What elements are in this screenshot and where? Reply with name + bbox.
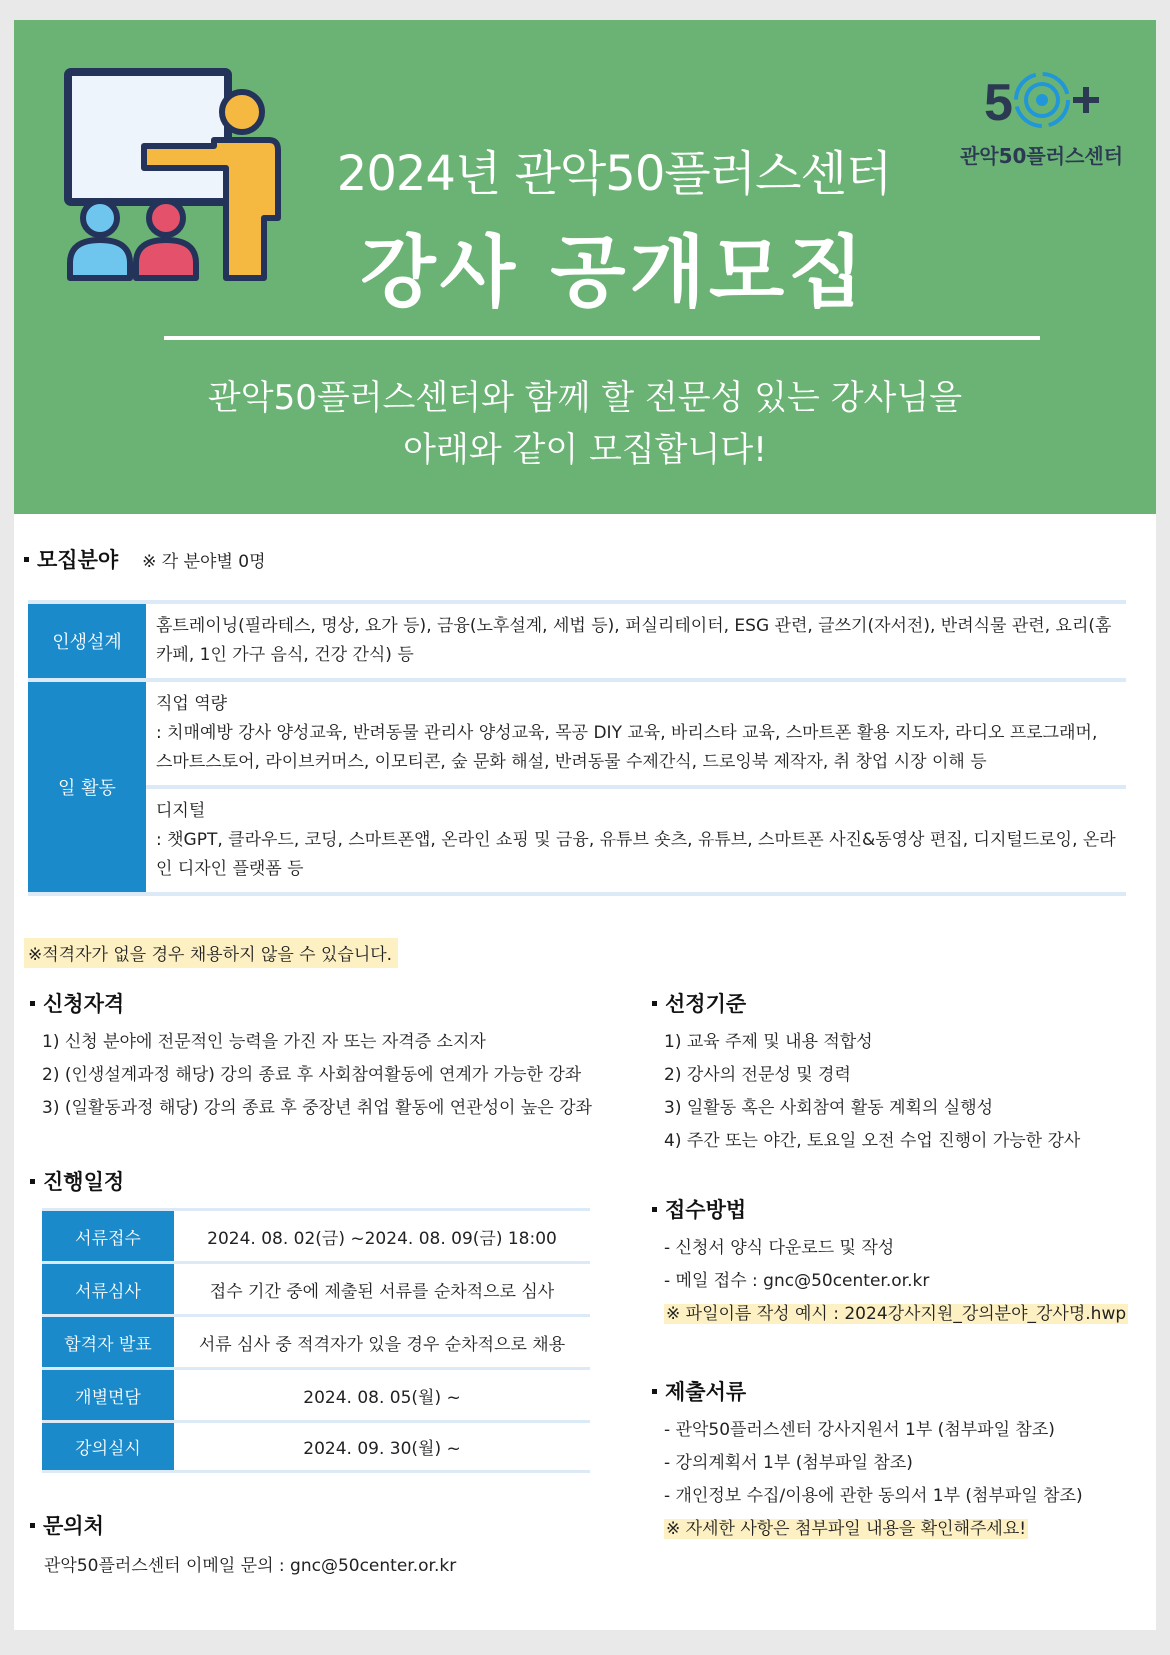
schedule-label: 개별면담 <box>42 1370 174 1420</box>
section-heading-schedule <box>30 1166 124 1196</box>
schedule-label: 서류심사 <box>42 1264 174 1314</box>
section-heading-recruit <box>24 544 266 574</box>
field-cell <box>146 682 1126 789</box>
bullet-square <box>24 557 29 562</box>
list-item: - 신청서 양식 다운로드 및 작성 <box>664 1238 895 1258</box>
section-heading-apply <box>652 1194 746 1224</box>
schedule-row <box>42 1420 590 1473</box>
heading-text: 제출서류 <box>665 1380 747 1404</box>
page-title: 강사 공개모집 <box>360 228 868 318</box>
heading-text: 신청자격 <box>43 992 125 1016</box>
highlight-note: ※ 자세한 사항은 첨부파일 내용을 확인해주세요! <box>666 1519 1027 1539</box>
schedule-value: 2024. 08. 05(월) ~ <box>303 1387 461 1408</box>
recruit-note: ※ 각 분야별 0명 <box>142 552 266 572</box>
intro-text <box>114 372 1056 476</box>
bullet-square <box>652 1001 657 1006</box>
field-row <box>28 678 1126 896</box>
contact-text: 관악50플러스센터 이메일 문의 : gnc@50center.or.kr <box>44 1556 457 1576</box>
list-item: - 관악50플러스센터 강사지원서 1부 (첨부파일 참조) <box>664 1420 1055 1440</box>
contact-info <box>44 1550 456 1583</box>
recruit-warning: ※적격자가 없을 경우 채용하지 않을 수 있습니다. <box>24 938 398 968</box>
section-heading-contact <box>30 1510 104 1540</box>
schedule-label: 강의실시 <box>42 1423 174 1470</box>
list-item: 3) (일활동과정 해당) 강의 종료 후 중장년 취업 활동에 연관성이 높은 강좌 <box>42 1098 592 1118</box>
apply-list <box>664 1232 1128 1331</box>
field-category: 인생설계 <box>28 604 146 682</box>
highlight-note: ※ 파일이름 작성 예시 : 2024강사지원_강의분야_강사명.hwp <box>666 1304 1127 1324</box>
apply-note <box>664 1298 1128 1331</box>
section-heading-criteria <box>652 988 746 1018</box>
intro-line: 관악50플러스센터와 함께 할 전문성 있는 강사님을 <box>207 378 963 418</box>
list-item: 3) 일활동 혹은 사회참여 활동 계획의 실행성 <box>664 1098 994 1118</box>
section-heading-documents <box>652 1376 746 1406</box>
field-cell: 홈트레이닝(필라테스, 명상, 요가 등), 금융(노후설계, 세법 등), 퍼실리테이터, ESG 관련, 글쓰기(자서전), 반려식물 관련, 요리(홈 카페, 1인 가구 음식, 건강 간식) 등 <box>146 604 1126 682</box>
recruitment-poster <box>14 20 1156 1630</box>
intro-line: 아래와 같이 모집합니다! <box>403 430 767 470</box>
field-category: 일 활동 <box>28 682 146 896</box>
schedule-label: 합격자 발표 <box>42 1317 174 1367</box>
field-cells <box>146 682 1126 896</box>
schedule-row <box>42 1208 590 1261</box>
schedule-table <box>42 1208 590 1473</box>
list-item: 4) 주간 또는 야간, 토요일 오전 수업 진행이 가능한 강사 <box>664 1131 1081 1151</box>
heading-text: 문의처 <box>43 1514 104 1538</box>
list-item: 2) 강사의 전문성 및 경력 <box>664 1065 851 1085</box>
documents-note <box>664 1513 1083 1546</box>
list-item: 1) 신청 분야에 전문적인 능력을 가진 자 또는 자격증 소지자 <box>42 1032 486 1052</box>
bullet-square <box>30 1179 35 1184</box>
list-item: - 개인정보 수집/이용에 관한 동의서 1부 (첨부파일 참조) <box>664 1486 1083 1506</box>
documents-list <box>664 1414 1083 1546</box>
field-cell-title: 디지털 <box>156 801 206 821</box>
header-banner <box>14 20 1156 514</box>
heading-text: 진행일정 <box>43 1170 125 1194</box>
heading-text: 접수방법 <box>665 1198 747 1222</box>
field-cell-text: : 치매예방 강사 양성교육, 반려동물 관리사 양성교육, 목공 DIY 교육, 바리스타 교육, 스마트폰 활용 지도자, 라디오 프로그래머, 스마트스토어, 라이브커머스, 이모티콘, 숲 문화 해설, 반려동물 수제간식, 드로잉북 제작자, 취 창업 시장 이해 등 <box>156 723 1098 772</box>
list-item: 2) (인생설계과정 해당) 강의 종료 후 사회참여활동에 연계가 가능한 강좌 <box>42 1065 582 1085</box>
field-cells <box>146 604 1126 682</box>
list-item: - 메일 접수 : gnc@50center.or.kr <box>664 1271 930 1291</box>
field-cell <box>146 789 1126 896</box>
svg-text:5: 5 <box>983 74 1013 132</box>
schedule-row <box>42 1261 590 1314</box>
field-cell-text: : 챗GPT, 클라우드, 코딩, 스마트폰앱, 온라인 쇼핑 및 금융, 유튜브 숏츠, 유튜브, 스마트폰 사진&동영상 편집, 디지털드로잉, 온라인 디자인 플랫폼 등 <box>156 830 1116 879</box>
qualification-list <box>42 1026 592 1125</box>
title-subheading: 2024년 관악50플러스센터 <box>336 146 892 202</box>
bullet-square <box>652 1389 657 1394</box>
recruit-field-table <box>28 600 1126 896</box>
title-divider <box>164 336 1040 340</box>
list-item: 1) 교육 주제 및 내용 적합성 <box>664 1032 873 1052</box>
logo-text: 관악50플러스센터 <box>959 144 1124 168</box>
fifty-plus-logo-icon <box>982 68 1102 134</box>
bullet-square <box>30 1523 35 1528</box>
criteria-list <box>664 1026 1080 1158</box>
schedule-row <box>42 1314 590 1367</box>
schedule-row <box>42 1367 590 1420</box>
schedule-value: 2024. 08. 02(금) ~2024. 08. 09(금) 18:00 <box>207 1228 557 1249</box>
heading-text: 모집분야 <box>37 548 119 572</box>
list-item: - 강의계획서 1부 (첨부파일 참조) <box>664 1453 913 1473</box>
field-row <box>28 600 1126 682</box>
field-cell-title: 직업 역량 <box>156 694 228 714</box>
section-heading-qualification <box>30 988 124 1018</box>
bullet-square <box>30 1001 35 1006</box>
heading-text: 선정기준 <box>665 992 747 1016</box>
bullet-square <box>652 1207 657 1212</box>
center-logo <box>949 68 1134 169</box>
schedule-value: 2024. 09. 30(월) ~ <box>303 1439 461 1459</box>
schedule-value: 접수 기간 중에 제출된 서류를 순차적으로 심사 <box>209 1281 555 1302</box>
schedule-label: 서류접수 <box>42 1211 174 1261</box>
schedule-value: 서류 심사 중 적격자가 있을 경우 순차적으로 채용 <box>198 1334 566 1355</box>
